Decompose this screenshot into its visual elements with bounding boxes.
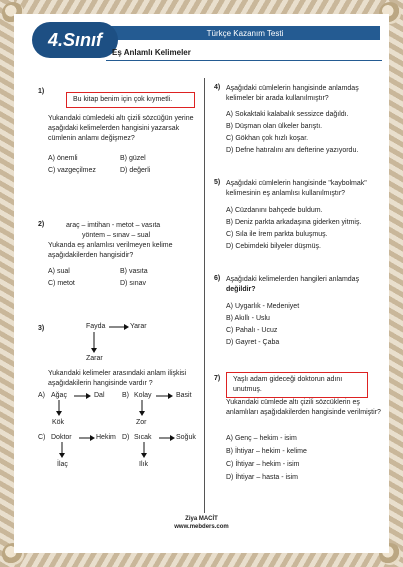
grade-logo: 4.Sınıf [32,22,118,58]
q6-question-emphasis: değildir? [226,286,256,293]
q7-option-a[interactable]: A) Genç – hekim - isim [226,435,297,442]
q3-a-word-1: Ağaç [51,392,67,399]
q4-option-d[interactable]: D) Defne hatıralını anı defterine yazıyordu. [226,147,359,154]
q5-option-a[interactable]: A) Cüzdanını bahçede buldum. [226,207,323,214]
q7-option-d[interactable]: D) İhtiyar – hasta - isim [226,474,298,481]
q4-question-text: Aşağıdaki cümlelerin hangisinde anlamdaş kelimeler bir arada kullanılmıştır? [226,85,359,102]
q1-question-text: Yukarıdaki cümledeki altı çizili sözcüğün yerine aşağıdaki kelimelerden hangisini yazarsak cümlenin anlamı değişmez? [48,115,194,142]
q1-option-d[interactable]: D) değerli [120,167,151,174]
q3-option-a-label[interactable]: A) [38,392,45,399]
q1-sentence-box: Bu kitap benim için çok kıymetli. [66,92,195,108]
rope-border-left [0,0,14,567]
test-title-bar [110,26,380,40]
website-link[interactable]: www.mebders.com [174,524,229,530]
q2-option-a[interactable]: A) sual [48,268,70,275]
q3-a-word-2: Dal [94,392,105,399]
q3-b-word-1: Kolay [134,392,152,399]
q2-option-c[interactable]: C) metot [48,280,75,287]
q4-option-b[interactable]: B) Düşman olan ülkeler barıştı. [226,123,323,130]
q3-option-c-label[interactable]: C) [38,434,46,441]
q6-question-text: Aşağıdaki kelimelerden hangileri anlamdaş [226,276,360,283]
rope-border-bottom [0,551,403,567]
q5-option-d[interactable]: D) Cebimdeki bilyeler düşmüş. [226,243,321,250]
worksheet-header [14,14,389,74]
q6-option-d[interactable]: D) Gayret - Çaba [226,339,280,346]
q2-word-list-1: araç – imtihan - metot – vasıta [66,222,161,229]
q3-d-word-2: Soğuk [176,434,196,441]
test-title: Türkçe Kazanım Testi [206,28,284,38]
q7-question-text: Yukarıdaki cümlede altı çizili sözcüklerin eş anlamlıları aşağıdakilerden hangisinde verilmiştir? [226,399,381,416]
q7-number: 7) [214,375,221,382]
q4-option-c[interactable]: C) Gökhan çok hızlı koşar. [226,135,309,142]
q7-sentence-box: Yaşlı adam gideceği doktorun adını unutmuş. [226,372,368,398]
q5-number: 5) [214,179,221,186]
q1-option-b[interactable]: B) güzel [120,155,146,162]
q3-d-word-1: Sıcak [134,434,152,441]
q2-option-d[interactable]: D) sınav [120,280,147,287]
q3-b-word-2: Basit [176,392,192,399]
q3-b-word-3: Zor [136,419,147,426]
q2-question-text: Yukanda eş anlamlısı verilmeyen kelime aşağıdakilerden hangisidir? [48,242,173,259]
q3-word-zarar: Zarar [86,355,103,362]
q3-a-word-3: Kök [52,419,65,426]
q6-option-a[interactable]: A) Uygarlık - Medeniyet [226,303,300,310]
author-name: Ziya MACİT [185,516,218,522]
q6-option-b[interactable]: B) Akıllı - Uslu [226,315,270,322]
q3-question-text: Yukarıdaki kelimeler arasındaki anlam ilişkisi aşağıdakilerin hangisinde vardır ? [48,370,187,387]
q1-option-a[interactable]: A) önemli [48,155,78,162]
q6-number: 6) [214,275,221,282]
q3-option-b-label[interactable]: B) [122,392,129,399]
q7-option-c[interactable]: C) İhtiyar – hekim - isim [226,461,300,468]
rope-border-right [389,0,403,567]
q2-number: 2) [38,221,45,228]
q4-number: 4) [214,84,221,91]
q7-option-b[interactable]: B) İhtiyar – hekim - kelime [226,448,307,455]
q3-c-word-1: Doktor [51,434,72,441]
topic-subtitle: Eş Anlamlı Kelimeler [112,48,191,57]
column-divider [204,78,205,513]
q5-option-b[interactable]: B) Deniz parkta arkadaşına giderken yitmiş. [226,219,362,226]
header-rule [106,60,382,61]
q4-option-a[interactable]: A) Sokaktaki kalabalık sessizce dağıldı. [226,111,349,118]
q6-option-c[interactable]: C) Pahalı - Ucuz [226,327,278,334]
q5-option-c[interactable]: C) Sıla ile İrem parkta buluşmuş. [226,231,328,238]
q2-option-b[interactable]: B) vasıta [120,268,148,275]
q3-c-word-3: İlaç [57,461,68,468]
q3-word-yarar: Yarar [130,323,147,330]
q2-word-list-2: yöntem – sınav – sual [82,232,151,239]
q3-number: 3) [38,325,45,332]
q5-question-text: Aşağıdaki cümlelerin hangisinde "kaybolmak" kelimesinin eş anlamlısı kullanılmıştır? [226,180,367,197]
q3-d-word-3: Ilık [139,461,148,468]
q3-c-word-2: Hekim [96,434,116,441]
worksheet-page [14,14,389,553]
q1-number: 1) [38,88,45,95]
q3-word-fayda: Fayda [86,323,106,330]
q1-option-c[interactable]: C) vazgeçilmez [48,167,96,174]
q3-option-d-label[interactable]: D) [122,434,130,441]
